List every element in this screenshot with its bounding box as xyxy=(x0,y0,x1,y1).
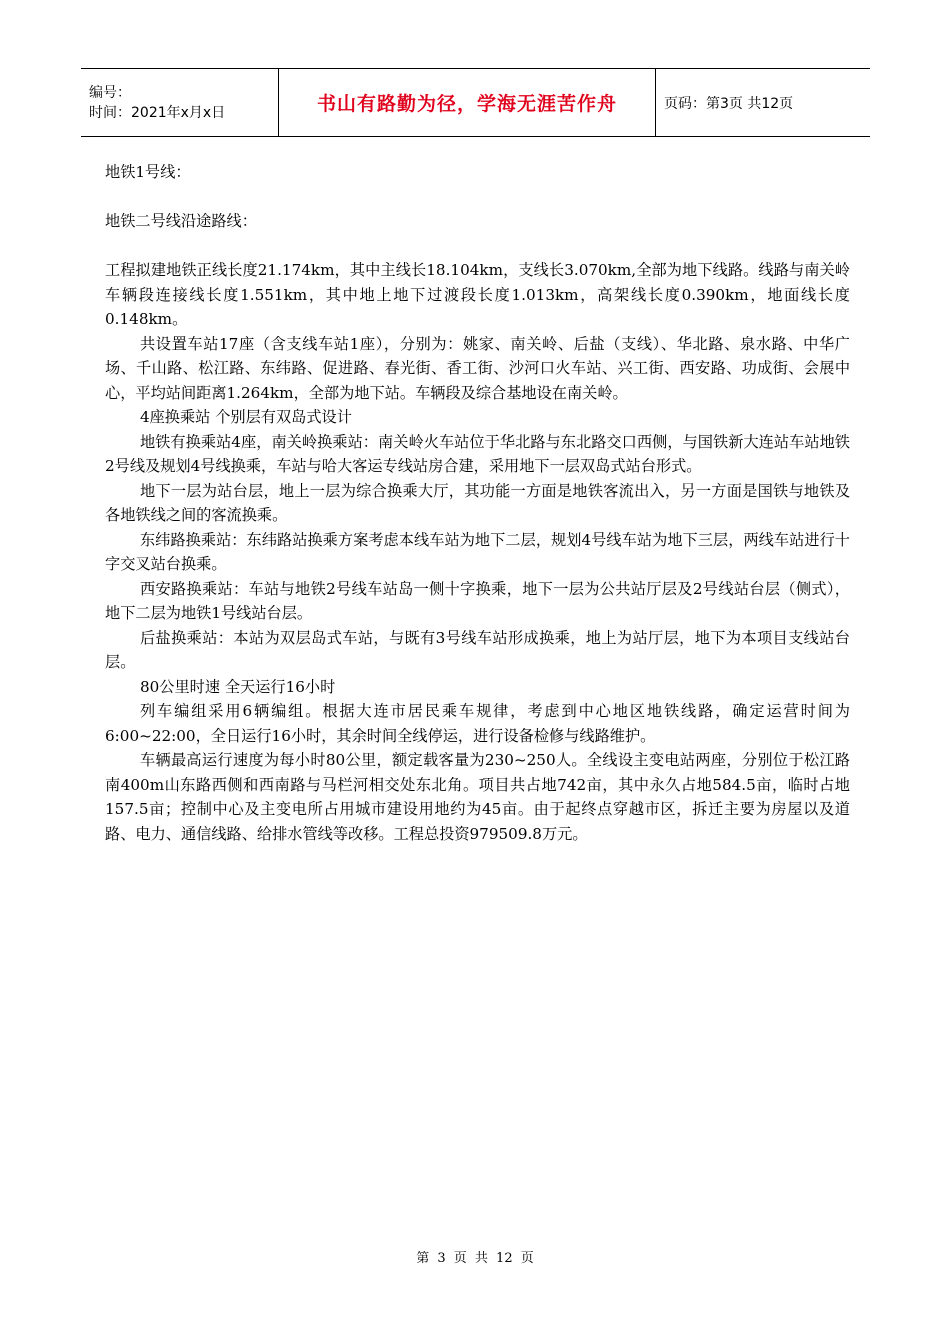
header-motto-cell xyxy=(279,69,656,136)
paragraph: 东纬路换乘站：东纬路站换乘方案考虑本线车站为地下二层，规划4号线车站为地下三层，两线车站进行十字交叉站台换乘。 xyxy=(105,530,850,573)
page-header xyxy=(81,68,870,137)
section-heading: 80公里时速 全天运行16小时 xyxy=(139,677,336,696)
paragraph: 地下一层为站台层，地上一层为综合换乘大厅，其功能一方面是地铁客流出入，另一方面是国铁与地铁及各地铁线之间的客流换乘。 xyxy=(105,481,850,524)
header-meta xyxy=(81,69,279,136)
document-number-label: 编号： xyxy=(89,84,131,101)
document-body xyxy=(105,160,850,846)
line1-heading: 地铁1号线： xyxy=(105,163,191,181)
header-page-cell xyxy=(656,69,870,136)
document-date: 时间：2021年x月x日 xyxy=(89,104,226,121)
header-page-code: 页码：第3页 共12页 xyxy=(664,95,794,112)
page-footer: 第 3 页 共 12 页 xyxy=(416,1251,534,1266)
paragraph: 共设置车站17座（含支线车站1座），分别为：姚家、南关岭、后盐（支线）、华北路、泉水路、中华广场、千山路、松江路、东纬路、促进路、春光街、香工街、沙河口火车站、兴工街、西安路、功成街、会展中心，平均站间距离1.264km，全部为地下站。车辆段及综合基地设在南关岭。 xyxy=(105,334,850,402)
section-heading: 4座换乘站 个别层有双岛式设计 xyxy=(139,408,352,426)
header-motto: 书山有路勤为径，学海无涯苦作舟 xyxy=(316,93,617,115)
paragraph: 工程拟建地铁正线长度21.174km，其中主线长18.104km，支线长3.070km,全部为地下线路。线路与南关岭车辆段连接线长度1.551km，其中地上地下过渡段长度1.013km，高架线长度0.390km，地面线长度0.148km。 xyxy=(105,261,850,328)
paragraph: 车辆最高运行速度为每小时80公里，额定载客量为230~250人。全线设主变电站两座，分别位于松江路南400m山东路西侧和西南路与马栏河相交处东北角。项目共占地742亩，其中永久占地584.5亩，临时占地157.5亩；控制中心及主变电所占用城市建设用地约为45亩。由于起终点穿越市区，拆迁主要为房屋以及道路、电力、通信线路、给排水管线等改移。工程总投资979509.8万元。 xyxy=(105,751,850,843)
paragraph: 地铁有换乘站4座，南关岭换乘站：南关岭火车站位于华北路与东北路交口西侧，与国铁新大连站车站地铁2号线及规划4号线换乘，车站与哈大客运专线站房合建，采用地下一层双岛式站台形式。 xyxy=(105,432,850,475)
paragraph: 后盐换乘站：本站为双层岛式车站，与既有3号线车站形成换乘，地上为站厅层，地下为本项目支线站台层。 xyxy=(105,628,850,671)
paragraph: 西安路换乘站：车站与地铁2号线车站岛一侧十字换乘，地下一层为公共站厅层及2号线站台层（侧式），地下二层为地铁1号线站台层。 xyxy=(105,579,850,622)
line2-heading: 地铁二号线沿途路线： xyxy=(105,212,257,230)
paragraph: 列车编组采用6辆编组。根据大连市居民乘车规律，考虑到中心地区地铁线路，确定运营时间为6:00~22:00，全日运行16小时，其余时间全线停运，进行设备检修与线路维护。 xyxy=(105,702,850,745)
